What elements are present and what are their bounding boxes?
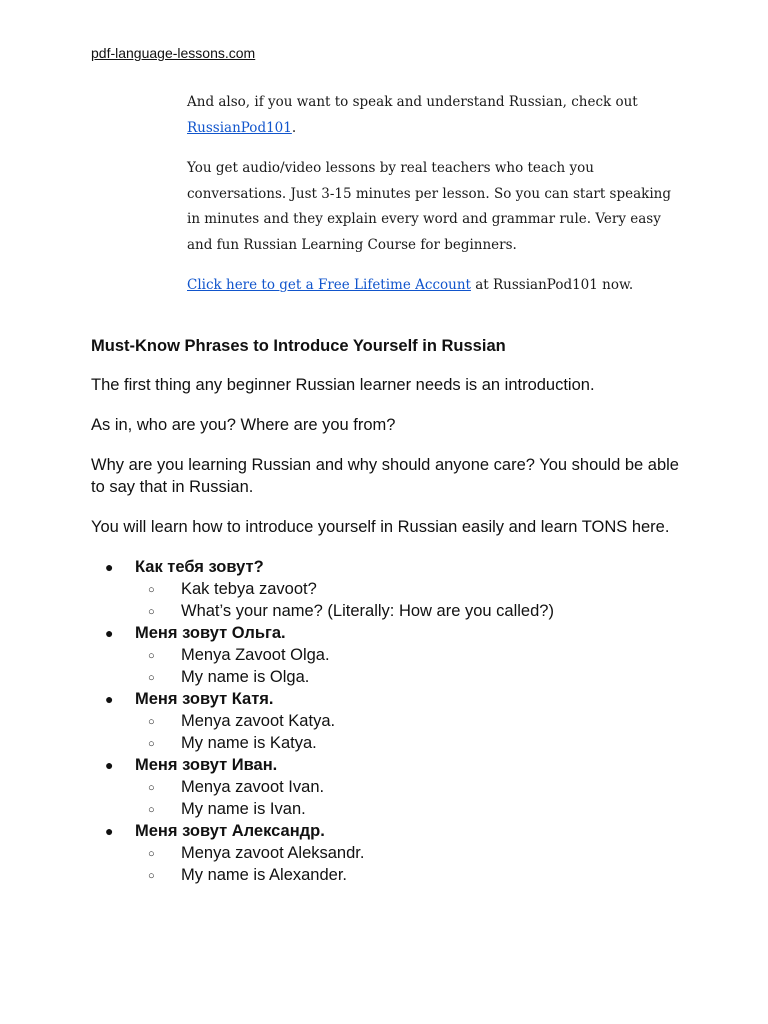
promo-paragraph-1: And also, if you want to speak and understand Russian, check out RussianPod101. <box>187 94 638 136</box>
circle-bullet-icon: ○ <box>148 804 155 816</box>
phrase-translation: My name is Olga. <box>181 668 310 686</box>
paragraph: Why are you learning Russian and why should anyone care? You should be able to say that in Russian. <box>91 456 679 496</box>
section-heading: Must-Know Phrases to Introduce Yourself in Russian <box>91 337 506 355</box>
circle-bullet-icon: ○ <box>148 848 155 860</box>
circle-bullet-icon: ○ <box>148 584 155 596</box>
phrase-transliteration: Menya zavoot Katya. <box>181 712 336 730</box>
phrase-translation: My name is Alexander. <box>181 866 347 884</box>
main-content <box>91 335 691 886</box>
bullet-icon: ● <box>105 625 114 641</box>
paragraph: The first thing any beginner Russian learner needs is an introduction. <box>91 376 595 394</box>
phrase-item <box>91 820 691 886</box>
bullet-icon: ● <box>105 559 114 575</box>
promo-box <box>187 90 687 314</box>
promo-paragraph-2: You get audio/video lessons by real teachers who teach you conversations. Just 3-15 minutes per lesson. So you can start speaking in minutes and they explain every word and grammar rule. Very easy and fun Russian Learning Course for beginners. <box>187 160 671 253</box>
paragraph: You will learn how to introduce yourself in Russian easily and learn TONS here. <box>91 518 670 536</box>
circle-bullet-icon: ○ <box>148 650 155 662</box>
circle-bullet-icon: ○ <box>148 738 155 750</box>
russianpod101-link[interactable]: RussianPod101 <box>187 119 292 136</box>
circle-bullet-icon: ○ <box>148 672 155 684</box>
circle-bullet-icon: ○ <box>148 782 155 794</box>
phrase-translation: My name is Ivan. <box>181 800 306 818</box>
phrase-transliteration: Kak tebya zavoot? <box>181 580 317 598</box>
phrase-russian: Меня зовут Катя. <box>135 690 274 708</box>
phrase-russian: Меня зовут Александр. <box>135 822 325 840</box>
phrase-russian: Как тебя зовут? <box>135 558 264 576</box>
circle-bullet-icon: ○ <box>148 606 155 618</box>
bullet-icon: ● <box>105 823 114 839</box>
phrase-transliteration: Menya zavoot Ivan. <box>181 778 325 796</box>
phrase-translation: My name is Katya. <box>181 734 317 752</box>
promo-paragraph-3: Click here to get a Free Lifetime Account at RussianPod101 now. <box>187 277 634 293</box>
phrase-transliteration: Menya zavoot Aleksandr. <box>181 844 365 862</box>
phrase-item <box>91 556 691 622</box>
promo-p1-text: And also, if you want to speak and understand Russian, check out <box>187 94 638 110</box>
circle-bullet-icon: ○ <box>148 716 155 728</box>
site-link[interactable]: pdf-language-lessons.com <box>91 45 256 61</box>
phrase-item <box>91 622 691 688</box>
phrase-item <box>91 688 691 754</box>
phrase-transliteration: Menya Zavoot Olga. <box>181 646 330 664</box>
phrase-translation: What’s your name? (Literally: How are you called?) <box>181 602 554 620</box>
phrase-russian: Меня зовут Ольга. <box>135 624 286 642</box>
phrase-russian: Меня зовут Иван. <box>135 756 278 774</box>
paragraph: As in, who are you? Where are you from? <box>91 416 396 434</box>
phrase-item <box>91 754 691 820</box>
phrase-list <box>91 556 691 886</box>
bullet-icon: ● <box>105 757 114 773</box>
free-account-link[interactable]: Click here to get a Free Lifetime Account <box>187 277 471 293</box>
circle-bullet-icon: ○ <box>148 870 155 882</box>
bullet-icon: ● <box>105 691 114 707</box>
